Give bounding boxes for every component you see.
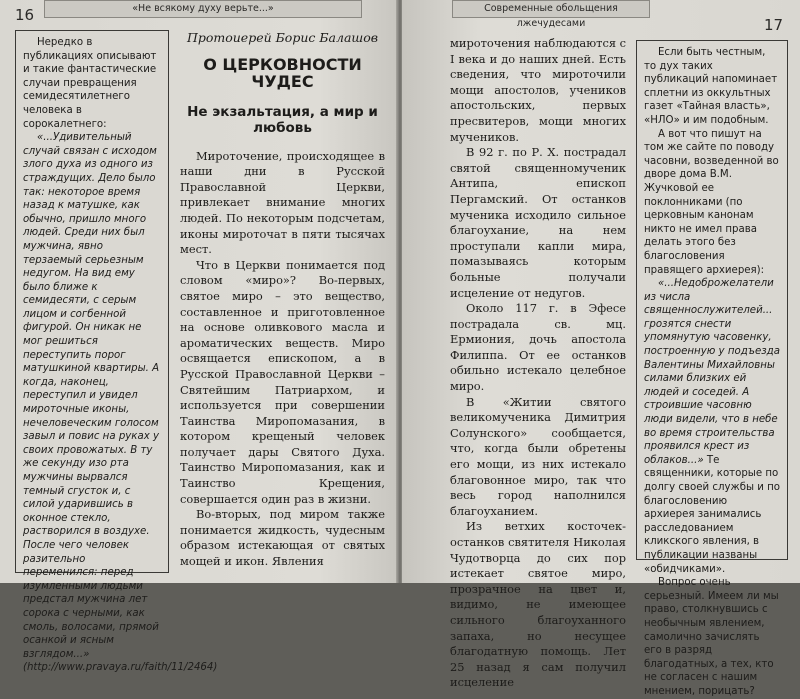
quote-tail: Те священники, которые по долгу своей службы и по благословению архиерея занимались расследованием кликского явления, в публикации названы «обидчиками». xyxy=(644,454,781,575)
paragraph: В «Житии святого великомученика Димитрия Солунского» сообщается, что, когда были обретены его мощи, из них истекало благовонное миро, так что весь город наполнился благоуханием. xyxy=(450,394,626,518)
article-title: О ЦЕРКОВНОСТИ ЧУДЕС xyxy=(203,54,362,91)
paragraph: Мироточение, происходящее в наши дни в Русской Православной Церкви, привлекает внимание многих людей. По некоторым подсчетам, иконы мироточат в пяти тысячах мест. xyxy=(180,148,385,257)
page-number: 17 xyxy=(764,16,784,34)
author-name: Протоиерей Борис Балашов xyxy=(186,30,379,45)
left-page xyxy=(0,0,398,674)
sidebar-box xyxy=(15,30,218,674)
sidebar-paragraph: Нередко в публикациях описывают и такие фантастические случаи превращения семидесятилетнего человека в сорокалетнего: xyxy=(23,37,157,130)
quote-text: «...Недоброжелатели из числа священнослужителей... грозятся снести упомянутую часовенку, построенную у подъезда Валентины Михайловны силами близких ей людей и соседей. А строившие часовню люди видели, что в небе во время строительства проявился крест из облаков...» xyxy=(644,278,780,466)
sidebar-quote xyxy=(23,131,218,675)
paragraph: Около 117 г. в Эфесе пострадала св. мц. Ермиония, дочь апостола Филиппа. От ее останков обильно истекало целебное миро. xyxy=(450,301,626,394)
sidebar-box xyxy=(636,40,788,697)
paragraph: мироточения наблюдаются с I века и до наших дней. Есть сведения, что мироточили мощи апостолов, учеников апостольских, первых пресвитеров, мощи многих мучеников. xyxy=(450,36,627,144)
sidebar-paragraph: А вот что пишут на том же сайте по поводу часовни, возведенной во дворе дома В.М. Жучковой ее поклонниками (по церковным канонам никто не имел права делать этого без благословения правящего архиерея): xyxy=(644,128,779,276)
paragraph: Из ветхих косточек-останков святителя Николая Чудотворца до сих пор истекает святое миро, прозрачное на цвет и, видимо, не имеющее сильного благоуханного запаха, но несущее благодатную помощь. Лет 25 назад я сам получил исцеление xyxy=(450,519,626,690)
running-head: «Не всякому духу верьте...» xyxy=(44,0,362,18)
right-page xyxy=(402,0,800,697)
article-column xyxy=(180,30,385,570)
article-subtitle: Не экзальтация, а мир и любовь xyxy=(187,103,378,136)
running-head: Современные обольщения лжечудесами xyxy=(452,0,650,18)
sidebar-quote xyxy=(644,277,780,576)
sidebar-paragraph: Вопрос очень серьезный. Имеем ли мы право, столкнувшись с необычным явлением, самолично зачислять его в разряд благодатных, а тех, кто не согласен с нашим мнением, порицать? xyxy=(644,577,779,697)
article-column xyxy=(450,36,626,691)
paragraph: В 92 г. по Р. Х. пострадал святой священномученик Антипа, епископ Пергамский. От останков мученика исходило сильное благоухание, на нем проступали капли мира, помазываясь которым больные получали исцеление от недугов. xyxy=(450,145,626,300)
paragraph: Что в Церкви понимается под словом «миро»? Во-первых, святое миро – это вещество, составленное и приготовленное на основе оливкового масла и ароматических веществ. Миро освящается епископом, а в Русской Православной Церкви – Святейшим Патриархом, и используется при совершении Таинства Миропомазания, в котором крещеный человек получает дары Святого Духа. Таинство Миропомазания, как и Таинство Крещения, совершается один раз в жизни. xyxy=(180,257,385,506)
sidebar-paragraph: Если быть честным, то дух таких публикаций напоминает сплетни из оккультных газет «Тайная власть», «НЛО» и им подобным. xyxy=(644,47,778,126)
paragraph: Во-вторых, под миром также понимается жидкость, чудесным образом истекающая от святых мощей и икон. Явления xyxy=(180,507,385,569)
quote-text: «...Удивительный случай связан с исходом злого духа из одного из страждущих. Дело было так: некоторое время назад к матушке, как обычно, пришло много людей. Среди них был мужчина, явно терзаемый серьезным недугом. На вид ему было ближе к семидесяти, с серым лицом и согбенной фигурой. Он никак не мог решиться переступить порог матушкиной квартиры. А когда, наконец, переступил и увидел мироточные иконы, нечеловеческим голосом завыл и повис на руках у своих провожатых. В ту же секунду изо рта мужчины вырвался темный сгусток и, с силой ударившись в оконное стекло, растворился в воздухе. После чего человек разительно переменился: перед изумленными людьми предстал мужчина лет сорока с черными, как смоль, волосами, прямой осанкой и ясным взглядом...» (http://www.pravaya.ru/faith/11/2464) xyxy=(23,132,218,674)
page-number: 16 xyxy=(15,6,35,24)
